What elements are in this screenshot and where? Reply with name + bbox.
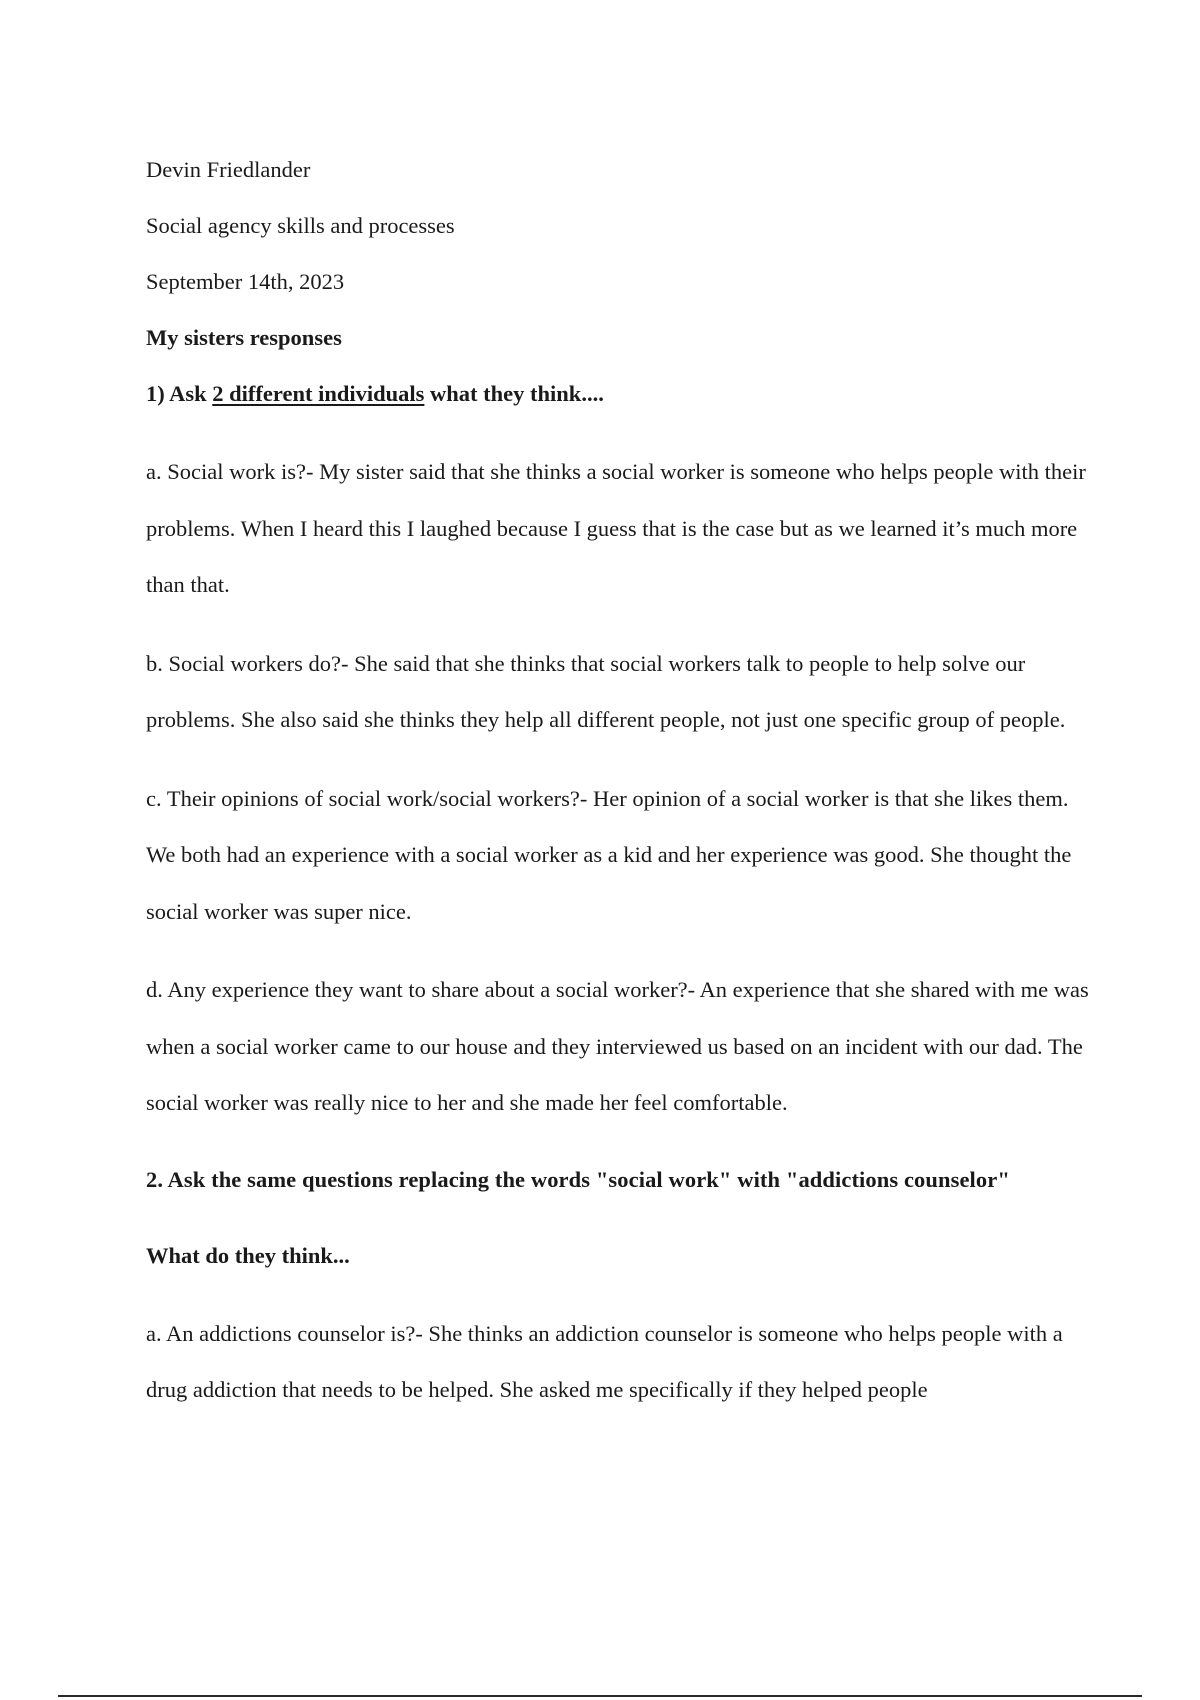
question-2-subheading: What do they think... — [146, 1242, 350, 1268]
author-name: Devin Friedlander — [146, 157, 311, 182]
question-2-heading: 2. Ask the same questions replacing the words "social work" with "addictions counselor" — [146, 1166, 1010, 1192]
question-1-suffix: what they think.... — [424, 381, 604, 406]
document-body — [146, 142, 1096, 1419]
question-1-underlined: 2 different individuals — [212, 381, 425, 406]
question-1-heading — [146, 366, 1096, 422]
answer-1b: b. Social workers do?- She said that she thinks that social workers talk to people to help solve our problems. She also said she thinks they help all different people, not just one specific group of people. — [146, 650, 1066, 732]
document-date: September 14th, 2023 — [146, 269, 345, 294]
footer-divider — [58, 1695, 1142, 1697]
answer-2a: a. An addictions counselor is?- She thinks an addiction counselor is someone who helps people with a drug addiction that needs to be helped. She asked me specifically if they helped people — [146, 1320, 1063, 1402]
course-name: Social agency skills and processes — [146, 213, 455, 238]
answer-1d: d. Any experience they want to share about a social worker?- An experience that she shared with me was when a social worker came to our house and they interviewed us based on an incident with our dad. The social worker was really nice to her and she made her feel comfortable. — [146, 977, 1089, 1115]
answer-1a: a. Social work is?- My sister said that she thinks a social worker is someone who helps people with their problems. When I heard this I laughed because I guess that is the case but as we learned it’s much more than that. — [146, 459, 1086, 597]
answer-1c: c. Their opinions of social work/social workers?- Her opinion of a social worker is that she likes them. We both had an experience with a social worker as a kid and her experience was good. She thought the social worker was super nice. — [146, 785, 1072, 924]
section-title: My sisters responses — [146, 325, 342, 350]
question-1-prefix: 1) Ask — [146, 381, 213, 406]
